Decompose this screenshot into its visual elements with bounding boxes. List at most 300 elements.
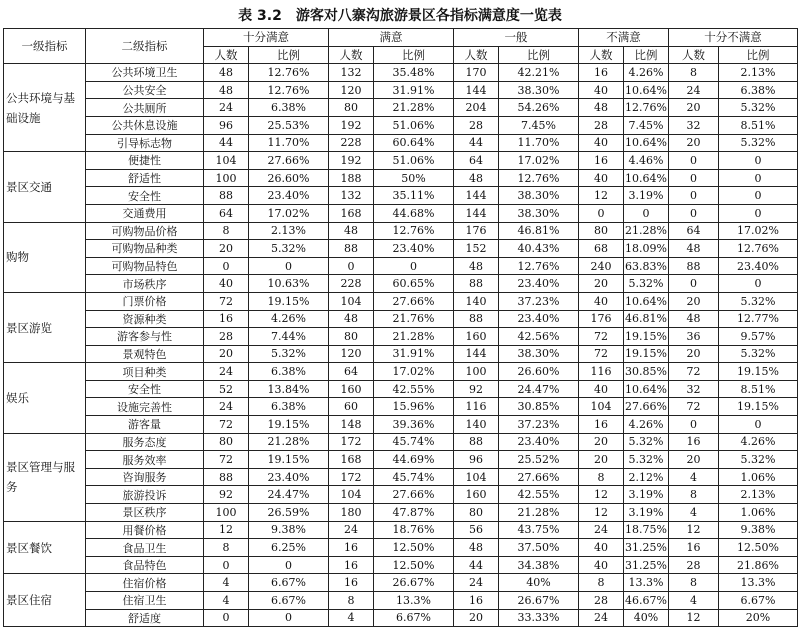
ratio-cell: 17.02% bbox=[374, 363, 454, 381]
ratio-cell: 5.32% bbox=[624, 275, 669, 293]
count-cell: 16 bbox=[329, 574, 374, 592]
header-ratio: 比例 bbox=[374, 46, 454, 64]
ratio-cell: 20% bbox=[719, 609, 798, 627]
count-cell: 24 bbox=[579, 609, 624, 627]
ratio-cell: 30.85% bbox=[624, 363, 669, 381]
level2-indicator: 可购物品价格 bbox=[86, 222, 204, 240]
table-row bbox=[4, 328, 798, 346]
ratio-cell: 27.66% bbox=[624, 398, 669, 416]
count-cell: 8 bbox=[204, 539, 249, 557]
ratio-cell: 17.02% bbox=[249, 204, 329, 222]
count-cell: 72 bbox=[204, 416, 249, 434]
level2-indicator: 安全性 bbox=[86, 380, 204, 398]
ratio-cell: 50% bbox=[374, 169, 454, 187]
count-cell: 72 bbox=[579, 345, 624, 363]
ratio-cell: 31.91% bbox=[374, 345, 454, 363]
count-cell: 0 bbox=[669, 152, 719, 170]
count-cell: 92 bbox=[204, 486, 249, 504]
count-cell: 204 bbox=[454, 99, 499, 117]
ratio-cell: 5.32% bbox=[624, 451, 669, 469]
count-cell: 80 bbox=[204, 433, 249, 451]
count-cell: 100 bbox=[454, 363, 499, 381]
count-cell: 104 bbox=[454, 468, 499, 486]
ratio-cell: 23.40% bbox=[249, 468, 329, 486]
count-cell: 4 bbox=[204, 574, 249, 592]
ratio-cell: 6.38% bbox=[249, 398, 329, 416]
ratio-cell: 13.3% bbox=[374, 592, 454, 610]
count-cell: 12 bbox=[579, 486, 624, 504]
table-row bbox=[4, 609, 798, 627]
count-cell: 88 bbox=[669, 257, 719, 275]
ratio-cell: 4.46% bbox=[624, 152, 669, 170]
count-cell: 172 bbox=[329, 468, 374, 486]
table-row bbox=[4, 292, 798, 310]
ratio-cell: 4.26% bbox=[249, 310, 329, 328]
ratio-cell: 6.67% bbox=[719, 592, 798, 610]
count-cell: 16 bbox=[329, 539, 374, 557]
ratio-cell: 10.64% bbox=[624, 169, 669, 187]
ratio-cell: 0 bbox=[719, 152, 798, 170]
count-cell: 72 bbox=[204, 451, 249, 469]
count-cell: 24 bbox=[579, 521, 624, 539]
count-cell: 48 bbox=[329, 222, 374, 240]
count-cell: 180 bbox=[329, 504, 374, 522]
ratio-cell: 25.52% bbox=[499, 451, 579, 469]
level2-indicator: 可购物品种类 bbox=[86, 240, 204, 258]
ratio-cell: 11.70% bbox=[499, 134, 579, 152]
table-row bbox=[4, 380, 798, 398]
count-cell: 40 bbox=[579, 539, 624, 557]
ratio-cell: 31.25% bbox=[624, 539, 669, 557]
count-cell: 72 bbox=[579, 328, 624, 346]
ratio-cell: 5.32% bbox=[719, 134, 798, 152]
count-cell: 228 bbox=[329, 275, 374, 293]
ratio-cell: 42.55% bbox=[374, 380, 454, 398]
ratio-cell: 47.87% bbox=[374, 504, 454, 522]
level2-indicator: 项目种类 bbox=[86, 363, 204, 381]
table-row bbox=[4, 310, 798, 328]
ratio-cell: 44.68% bbox=[374, 204, 454, 222]
ratio-cell: 42.21% bbox=[499, 64, 579, 82]
ratio-cell: 0 bbox=[249, 556, 329, 574]
ratio-cell: 0 bbox=[374, 257, 454, 275]
ratio-cell: 0 bbox=[719, 416, 798, 434]
ratio-cell: 37.50% bbox=[499, 539, 579, 557]
ratio-cell: 26.67% bbox=[374, 574, 454, 592]
ratio-cell: 42.56% bbox=[499, 328, 579, 346]
ratio-cell: 25.53% bbox=[249, 116, 329, 134]
ratio-cell: 5.32% bbox=[719, 451, 798, 469]
ratio-cell: 35.11% bbox=[374, 187, 454, 205]
count-cell: 104 bbox=[329, 486, 374, 504]
level2-indicator: 可购物品特色 bbox=[86, 257, 204, 275]
ratio-cell: 5.32% bbox=[624, 433, 669, 451]
ratio-cell: 13.3% bbox=[719, 574, 798, 592]
ratio-cell: 37.23% bbox=[499, 292, 579, 310]
ratio-cell: 0 bbox=[719, 204, 798, 222]
count-cell: 64 bbox=[454, 152, 499, 170]
ratio-cell: 21.28% bbox=[374, 328, 454, 346]
table-row bbox=[4, 134, 798, 152]
count-cell: 80 bbox=[454, 504, 499, 522]
ratio-cell: 51.06% bbox=[374, 152, 454, 170]
count-cell: 88 bbox=[454, 433, 499, 451]
ratio-cell: 0 bbox=[719, 275, 798, 293]
table-row bbox=[4, 556, 798, 574]
count-cell: 64 bbox=[204, 204, 249, 222]
count-cell: 20 bbox=[669, 292, 719, 310]
count-cell: 104 bbox=[329, 292, 374, 310]
ratio-cell: 6.67% bbox=[249, 592, 329, 610]
ratio-cell: 5.32% bbox=[719, 345, 798, 363]
count-cell: 48 bbox=[329, 310, 374, 328]
table-row bbox=[4, 116, 798, 134]
count-cell: 12 bbox=[204, 521, 249, 539]
ratio-cell: 10.64% bbox=[624, 81, 669, 99]
count-cell: 188 bbox=[329, 169, 374, 187]
ratio-cell: 10.63% bbox=[249, 275, 329, 293]
count-cell: 144 bbox=[454, 81, 499, 99]
ratio-cell: 43.75% bbox=[499, 521, 579, 539]
header-count: 人数 bbox=[454, 46, 499, 64]
ratio-cell: 9.38% bbox=[249, 521, 329, 539]
level2-indicator: 景观特色 bbox=[86, 345, 204, 363]
ratio-cell: 26.67% bbox=[499, 592, 579, 610]
count-cell: 48 bbox=[454, 257, 499, 275]
count-cell: 16 bbox=[669, 539, 719, 557]
count-cell: 60 bbox=[329, 398, 374, 416]
ratio-cell: 19.15% bbox=[624, 345, 669, 363]
count-cell: 120 bbox=[329, 81, 374, 99]
level2-indicator: 咨询服务 bbox=[86, 468, 204, 486]
count-cell: 8 bbox=[329, 592, 374, 610]
level2-indicator: 公共安全 bbox=[86, 81, 204, 99]
table-row bbox=[4, 504, 798, 522]
ratio-cell: 12.50% bbox=[374, 556, 454, 574]
count-cell: 152 bbox=[454, 240, 499, 258]
ratio-cell: 8.51% bbox=[719, 116, 798, 134]
ratio-cell: 19.15% bbox=[624, 328, 669, 346]
count-cell: 48 bbox=[454, 539, 499, 557]
count-cell: 16 bbox=[454, 592, 499, 610]
level1-indicator: 景区交通 bbox=[4, 152, 86, 222]
ratio-cell: 46.81% bbox=[624, 310, 669, 328]
count-cell: 48 bbox=[579, 99, 624, 117]
ratio-cell: 12.76% bbox=[249, 64, 329, 82]
ratio-cell: 13.84% bbox=[249, 380, 329, 398]
count-cell: 144 bbox=[454, 187, 499, 205]
count-cell: 32 bbox=[669, 380, 719, 398]
table-row bbox=[4, 64, 798, 82]
table-row bbox=[4, 169, 798, 187]
ratio-cell: 10.64% bbox=[624, 134, 669, 152]
ratio-cell: 18.09% bbox=[624, 240, 669, 258]
count-cell: 116 bbox=[454, 398, 499, 416]
ratio-cell: 12.76% bbox=[499, 169, 579, 187]
count-cell: 8 bbox=[669, 486, 719, 504]
level2-indicator: 安全性 bbox=[86, 187, 204, 205]
ratio-cell: 6.25% bbox=[249, 539, 329, 557]
count-cell: 40 bbox=[204, 275, 249, 293]
header-group: 一般 bbox=[454, 29, 579, 47]
level2-indicator: 旅游投诉 bbox=[86, 486, 204, 504]
count-cell: 96 bbox=[454, 451, 499, 469]
level2-indicator: 资源种类 bbox=[86, 310, 204, 328]
level2-indicator: 市场秩序 bbox=[86, 275, 204, 293]
count-cell: 176 bbox=[454, 222, 499, 240]
ratio-cell: 38.30% bbox=[499, 204, 579, 222]
header-ratio: 比例 bbox=[249, 46, 329, 64]
count-cell: 24 bbox=[329, 521, 374, 539]
level2-indicator: 舒适度 bbox=[86, 609, 204, 627]
count-cell: 28 bbox=[454, 116, 499, 134]
count-cell: 0 bbox=[669, 204, 719, 222]
ratio-cell: 46.67% bbox=[624, 592, 669, 610]
satisfaction-table bbox=[3, 28, 798, 627]
table-row bbox=[4, 592, 798, 610]
level2-indicator: 用餐价格 bbox=[86, 521, 204, 539]
level2-indicator: 舒适性 bbox=[86, 169, 204, 187]
ratio-cell: 54.26% bbox=[499, 99, 579, 117]
ratio-cell: 0 bbox=[719, 187, 798, 205]
table-row bbox=[4, 398, 798, 416]
ratio-cell: 23.40% bbox=[719, 257, 798, 275]
ratio-cell: 7.44% bbox=[249, 328, 329, 346]
level2-indicator: 引导标志物 bbox=[86, 134, 204, 152]
count-cell: 168 bbox=[329, 204, 374, 222]
count-cell: 24 bbox=[454, 574, 499, 592]
count-cell: 20 bbox=[669, 99, 719, 117]
ratio-cell: 12.77% bbox=[719, 310, 798, 328]
ratio-cell: 18.76% bbox=[374, 521, 454, 539]
count-cell: 192 bbox=[329, 116, 374, 134]
ratio-cell: 12.50% bbox=[374, 539, 454, 557]
count-cell: 0 bbox=[669, 275, 719, 293]
count-cell: 72 bbox=[669, 363, 719, 381]
count-cell: 168 bbox=[329, 451, 374, 469]
ratio-cell: 12.76% bbox=[249, 81, 329, 99]
ratio-cell: 12.50% bbox=[719, 539, 798, 557]
table-row bbox=[4, 539, 798, 557]
ratio-cell: 40.43% bbox=[499, 240, 579, 258]
ratio-cell: 42.55% bbox=[499, 486, 579, 504]
level2-indicator: 门票价格 bbox=[86, 292, 204, 310]
count-cell: 144 bbox=[454, 345, 499, 363]
header-level1: 一级指标 bbox=[4, 29, 86, 64]
table-row bbox=[4, 433, 798, 451]
ratio-cell: 24.47% bbox=[249, 486, 329, 504]
count-cell: 80 bbox=[329, 328, 374, 346]
count-cell: 48 bbox=[204, 81, 249, 99]
count-cell: 192 bbox=[329, 152, 374, 170]
ratio-cell: 0 bbox=[249, 609, 329, 627]
ratio-cell: 0 bbox=[624, 204, 669, 222]
header-group: 不满意 bbox=[579, 29, 669, 47]
ratio-cell: 19.15% bbox=[249, 292, 329, 310]
count-cell: 0 bbox=[329, 257, 374, 275]
count-cell: 170 bbox=[454, 64, 499, 82]
ratio-cell: 3.19% bbox=[624, 504, 669, 522]
count-cell: 0 bbox=[204, 556, 249, 574]
ratio-cell: 0 bbox=[719, 169, 798, 187]
level2-indicator: 公共休息设施 bbox=[86, 116, 204, 134]
level1-indicator: 景区游览 bbox=[4, 292, 86, 362]
level1-indicator: 景区住宿 bbox=[4, 574, 86, 627]
count-cell: 8 bbox=[579, 574, 624, 592]
ratio-cell: 38.30% bbox=[499, 187, 579, 205]
header-group: 十分满意 bbox=[204, 29, 329, 47]
ratio-cell: 7.45% bbox=[624, 116, 669, 134]
ratio-cell: 23.40% bbox=[374, 240, 454, 258]
ratio-cell: 2.13% bbox=[719, 486, 798, 504]
count-cell: 88 bbox=[454, 310, 499, 328]
count-cell: 48 bbox=[454, 169, 499, 187]
count-cell: 48 bbox=[204, 64, 249, 82]
ratio-cell: 1.06% bbox=[719, 468, 798, 486]
ratio-cell: 30.85% bbox=[499, 398, 579, 416]
ratio-cell: 7.45% bbox=[499, 116, 579, 134]
ratio-cell: 18.75% bbox=[624, 521, 669, 539]
ratio-cell: 1.06% bbox=[719, 504, 798, 522]
count-cell: 80 bbox=[329, 99, 374, 117]
count-cell: 4 bbox=[669, 504, 719, 522]
ratio-cell: 0 bbox=[249, 257, 329, 275]
header-count: 人数 bbox=[669, 46, 719, 64]
header-row-1 bbox=[4, 29, 798, 47]
table-row bbox=[4, 416, 798, 434]
count-cell: 228 bbox=[329, 134, 374, 152]
ratio-cell: 63.83% bbox=[624, 257, 669, 275]
header-group: 满意 bbox=[329, 29, 454, 47]
ratio-cell: 27.66% bbox=[374, 486, 454, 504]
ratio-cell: 5.32% bbox=[249, 240, 329, 258]
count-cell: 36 bbox=[669, 328, 719, 346]
count-cell: 40 bbox=[579, 292, 624, 310]
ratio-cell: 34.38% bbox=[499, 556, 579, 574]
ratio-cell: 12.76% bbox=[499, 257, 579, 275]
ratio-cell: 4.26% bbox=[719, 433, 798, 451]
level2-indicator: 公共环境卫生 bbox=[86, 64, 204, 82]
count-cell: 20 bbox=[669, 345, 719, 363]
count-cell: 0 bbox=[669, 187, 719, 205]
ratio-cell: 21.28% bbox=[499, 504, 579, 522]
count-cell: 44 bbox=[204, 134, 249, 152]
ratio-cell: 12.76% bbox=[719, 240, 798, 258]
level2-indicator: 交通费用 bbox=[86, 204, 204, 222]
ratio-cell: 5.32% bbox=[719, 292, 798, 310]
count-cell: 48 bbox=[669, 240, 719, 258]
ratio-cell: 4.26% bbox=[624, 416, 669, 434]
count-cell: 104 bbox=[579, 398, 624, 416]
count-cell: 28 bbox=[204, 328, 249, 346]
count-cell: 20 bbox=[669, 134, 719, 152]
count-cell: 64 bbox=[669, 222, 719, 240]
count-cell: 12 bbox=[579, 187, 624, 205]
count-cell: 72 bbox=[204, 292, 249, 310]
count-cell: 100 bbox=[204, 169, 249, 187]
count-cell: 40 bbox=[579, 81, 624, 99]
ratio-cell: 60.64% bbox=[374, 134, 454, 152]
level2-indicator: 食品卫生 bbox=[86, 539, 204, 557]
count-cell: 160 bbox=[329, 380, 374, 398]
table-row bbox=[4, 363, 798, 381]
ratio-cell: 17.02% bbox=[719, 222, 798, 240]
level2-indicator: 住宿卫生 bbox=[86, 592, 204, 610]
level2-indicator: 游客参与性 bbox=[86, 328, 204, 346]
ratio-cell: 12.76% bbox=[624, 99, 669, 117]
ratio-cell: 12.76% bbox=[374, 222, 454, 240]
ratio-cell: 40% bbox=[499, 574, 579, 592]
table-row bbox=[4, 204, 798, 222]
table-row bbox=[4, 468, 798, 486]
ratio-cell: 60.65% bbox=[374, 275, 454, 293]
count-cell: 160 bbox=[454, 328, 499, 346]
ratio-cell: 19.15% bbox=[249, 416, 329, 434]
count-cell: 176 bbox=[579, 310, 624, 328]
ratio-cell: 6.38% bbox=[249, 99, 329, 117]
count-cell: 20 bbox=[579, 451, 624, 469]
count-cell: 20 bbox=[454, 609, 499, 627]
ratio-cell: 38.30% bbox=[499, 345, 579, 363]
count-cell: 0 bbox=[669, 416, 719, 434]
count-cell: 68 bbox=[579, 240, 624, 258]
count-cell: 120 bbox=[329, 345, 374, 363]
level1-indicator: 娱乐 bbox=[4, 363, 86, 433]
count-cell: 80 bbox=[579, 222, 624, 240]
table-row bbox=[4, 222, 798, 240]
count-cell: 16 bbox=[669, 433, 719, 451]
count-cell: 140 bbox=[454, 416, 499, 434]
table-row bbox=[4, 521, 798, 539]
count-cell: 0 bbox=[204, 257, 249, 275]
ratio-cell: 26.59% bbox=[249, 504, 329, 522]
count-cell: 88 bbox=[204, 187, 249, 205]
ratio-cell: 10.64% bbox=[624, 292, 669, 310]
ratio-cell: 26.60% bbox=[249, 169, 329, 187]
ratio-cell: 31.25% bbox=[624, 556, 669, 574]
ratio-cell: 5.32% bbox=[249, 345, 329, 363]
ratio-cell: 31.91% bbox=[374, 81, 454, 99]
count-cell: 28 bbox=[579, 116, 624, 134]
table-row bbox=[4, 257, 798, 275]
level1-indicator: 购物 bbox=[4, 222, 86, 292]
count-cell: 16 bbox=[579, 416, 624, 434]
ratio-cell: 45.74% bbox=[374, 468, 454, 486]
ratio-cell: 23.40% bbox=[249, 187, 329, 205]
count-cell: 52 bbox=[204, 380, 249, 398]
level2-indicator: 游客量 bbox=[86, 416, 204, 434]
ratio-cell: 27.66% bbox=[499, 468, 579, 486]
count-cell: 88 bbox=[454, 275, 499, 293]
count-cell: 16 bbox=[579, 152, 624, 170]
ratio-cell: 6.67% bbox=[374, 609, 454, 627]
count-cell: 132 bbox=[329, 64, 374, 82]
header-count: 人数 bbox=[204, 46, 249, 64]
count-cell: 148 bbox=[329, 416, 374, 434]
count-cell: 28 bbox=[579, 592, 624, 610]
count-cell: 144 bbox=[454, 204, 499, 222]
ratio-cell: 2.13% bbox=[719, 64, 798, 82]
table-row bbox=[4, 152, 798, 170]
ratio-cell: 38.30% bbox=[499, 81, 579, 99]
count-cell: 88 bbox=[204, 468, 249, 486]
table-row bbox=[4, 486, 798, 504]
count-cell: 20 bbox=[579, 433, 624, 451]
count-cell: 4 bbox=[669, 592, 719, 610]
count-cell: 116 bbox=[579, 363, 624, 381]
ratio-cell: 6.38% bbox=[249, 363, 329, 381]
table-row bbox=[4, 275, 798, 293]
